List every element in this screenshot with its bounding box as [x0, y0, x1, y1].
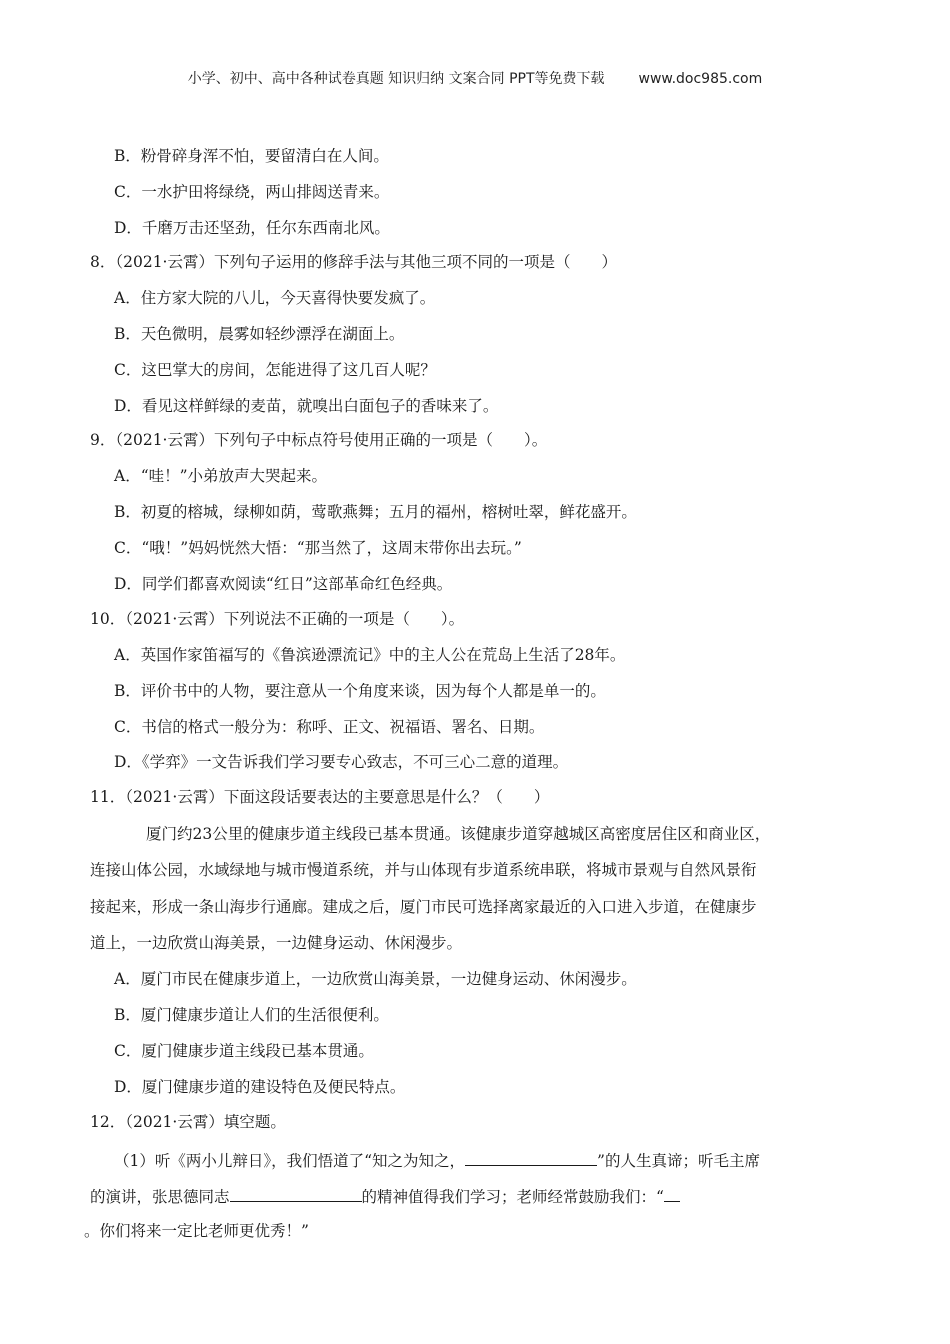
q12-blank-1[interactable] [465, 1149, 597, 1166]
header-site: www.doc985.com [638, 71, 763, 87]
q8-option-b: B．天色微明，晨雾如轻纱漂浮在湖面上。 [114, 325, 405, 343]
q12-part3-line: 。你们将来一定比老师更优秀！” [84, 1222, 309, 1240]
q8-option-a: A．住方家大院的八儿，今天喜得快要发疯了。 [114, 289, 436, 307]
q10-option-a: A．英国作家笛福写的《鲁滨逊漂流记》中的主人公在荒岛上生活了28年。 [114, 646, 626, 664]
q12-part1-text-b: ”的人生真谛；听毛主席 [597, 1152, 760, 1170]
q12-part2-text-b: 的精神值得我们学习；老师经常鼓励我们：“ [361, 1188, 664, 1206]
q11-passage-line-3: 接起来，形成一条山海步行通廊。建成之后，厦门市民可选择离家最近的入口进入步道，在健康步 [90, 898, 757, 916]
q7-option-c: C．一水护田将绿绕，两山排闼送青来。 [114, 183, 390, 201]
q11-option-a: A．厦门市民在健康步道上，一边欣赏山海美景，一边健身运动、休闲漫步。 [114, 970, 637, 988]
q9-stem: 9．（2021·云霄）下列句子中标点符号使用正确的一项是（ ）。 [90, 431, 548, 449]
q7-option-b: B．粉骨碎身浑不怕，要留清白在人间。 [114, 147, 389, 165]
q11-stem: 11．（2021·云霄）下面这段话要表达的主要意思是什么？（ ） [90, 788, 550, 806]
q11-option-b: B．厦门健康步道让人们的生活很便利。 [114, 1006, 389, 1024]
page-header [0, 68, 950, 88]
header-text: 小学、初中、高中各种试卷真题 知识归纳 文案合同 PPT等免费下载 [187, 71, 605, 87]
q8-option-c: C．这巴掌大的房间，怎能进得了这几百人呢？ [114, 361, 436, 379]
q10-option-d: D．《学弈》一文告诉我们学习要专心致志，不可三心二意的道理。 [114, 753, 569, 771]
q12-stem: 12．（2021·云霄）填空题。 [90, 1113, 286, 1131]
q10-stem: 10．（2021·云霄）下列说法不正确的一项是（ ）。 [90, 610, 465, 628]
q11-option-d: D．厦门健康步道的建设特色及便民特点。 [114, 1078, 406, 1096]
q12-blank-2[interactable] [230, 1185, 362, 1202]
q12-part1-text-a: （1）听《两小儿辩日》，我们悟道了“知之为知之， [114, 1152, 466, 1170]
q9-option-d: D．同学们都喜欢阅读“红日”这部革命红色经典。 [114, 575, 453, 593]
q12-part1-line [114, 1149, 760, 1171]
q11-passage-line-1: 厦门约23公里的健康步道主线段已基本贯通。该健康步道穿越城区高密度居住区和商业区， [146, 825, 771, 843]
q12-part2-text-a: 的演讲，张思德同志 [90, 1188, 230, 1206]
q9-option-b: B．初夏的榕城，绿柳如荫，莺歌燕舞；五月的福州，榕树吐翠，鲜花盛开。 [114, 503, 637, 521]
q11-passage-line-2: 连接山体公园，水域绿地与城市慢道系统，并与山体现有步道系统串联，将城市景观与自然风景衔 [90, 861, 757, 879]
q10-option-b: B．评价书中的人物，要注意从一个角度来谈，因为每个人都是单一的。 [114, 682, 606, 700]
q11-option-c: C．厦门健康步道主线段已基本贯通。 [114, 1042, 374, 1060]
q7-option-d: D．千磨万击还坚劲，任尔东西南北风。 [114, 219, 390, 237]
q9-option-c: C．“哦！”妈妈恍然大悟：“那当然了，这周末带你出去玩。” [114, 539, 522, 557]
q9-option-a: A．“哇！”小弟放声大哭起来。 [114, 467, 328, 485]
q10-option-c: C．书信的格式一般分为：称呼、正文、祝福语、署名、日期。 [114, 718, 545, 736]
q12-part2-line [90, 1185, 680, 1207]
q11-passage-line-4: 道上，一边欣赏山海美景，一边健身运动、休闲漫步。 [90, 934, 463, 952]
q12-blank-3[interactable] [664, 1185, 680, 1202]
q8-stem: 8．（2021·云霄）下列句子运用的修辞手法与其他三项不同的一项是（ ） [90, 253, 617, 271]
q8-option-d: D．看见这样鲜绿的麦苗，就嗅出白面包子的香味来了。 [114, 397, 499, 415]
